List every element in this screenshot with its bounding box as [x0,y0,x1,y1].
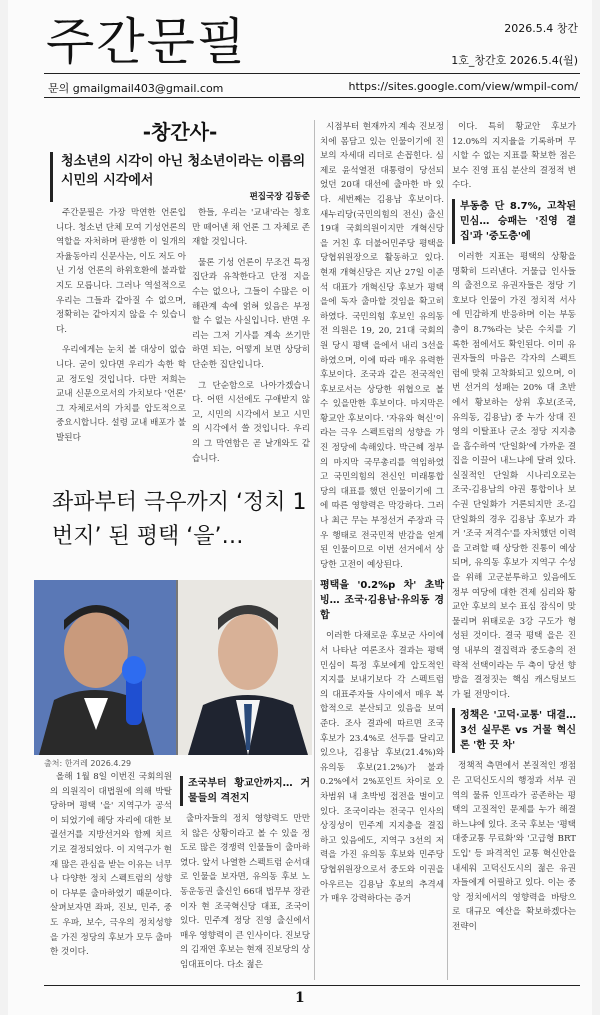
editorial-paragraph: 물론 기성 언론이 무조건 특정 집단과 유착한다고 단정 지을 수는 없으나, 그들이 수많은 이해관계 속에 얽혀 있음은 부정할 수 없는 사실입니다. 반면 우리는 그저 기사를 계속 쓰기만 하면 되는, 어떻게 보면 상당히 단순한 집단입니다. [192,257,310,370]
article-paragraph: 이러한 다채로운 후보군 사이에서 나타난 여론조사 결과는 평택 민심이 특정 후보에게 압도적인 지지를 보내기보다 각 스펙트럼의 대표주자들 사이에서 매우 복합적으로 분산되고 있음을 보여준다. 조사 결과에 따르면 조국 후보가 23.4%로 선두를 달리고 있으나, 김용남 후보(21.4%)와 유의동 후보(21.2%)가 불과 0.2%에서 2%포인트 차이로 오차범위 내 초박빙 접전을 벌이고 있다. 조국이라는 전국구 인사의 상징성이 민주계 지지층을 결집하고 있음에도, 지역구 3선의 저력을 가진 유의동 후보와 민주당 당협위원장으로서 중도와 이권을 아우르는 김용남 후보의 추격세가 매우 강력하다는 증거 [320,631,444,905]
masthead-title: 주간문필 [46,13,248,71]
article-paragraph: 시점부터 현재까지 계속 진보정치에 몸담고 있는 인물이기에 진보의 자세대 리더로 손꼽힌다. 심제로 윤석열전 대통령이 당선되었던 20대 대선에 출마한 바 있다. 세번째는 김용남 후보이다. 새누리당(국민의힘의 전신) 출신 19대 국회의원이지만 개혁신당을 거친 후 더불어민주당 평택을 당협위원장으로 활동하고 있다. 현재 개혁신당은 지난 27일 이준석 대표가 개혁신당 후보가 평택 을에 독자 출마할 것임을 확고히 하였다. 국민의힘 후보인 유의동 전 의원은 19, 20, 21대 국회의원 당시 평택 을에서 내리 3선을 하였으며, 이에 따라 매우 유력한 후보이다. 조국과 같은 전국적인 후보로서는 상당한 위협으로 볼 수 있을만한 후보이다. 마지막은 황교안 후보이다. '자유와 혁신'이라는 극우 스펙트럼의 성향을 가진 정당에 속해있다. 박근혜 정부의 마지막 국무총리를 역임하였고 국민의힘의 전신인 미래통합당의 대표를 했던 인물이기에 그에 따른 영향력은 막강하다. 그러나 최근 무는 부정선거 주장과 극우 행태로 전국민적 반감을 얻게 된 인물이므로 이번 선거에서 상당한 고전이 예상된다. [320,122,444,570]
article-paragraph: 이러한 지표는 평택의 상황을 명확히 드러낸다. 거물급 인사들의 출전으로 유권자들은 정당 기호보다 인물이 가진 정치적 서사에 민감하게 반응하며 이는 부동층이 8.7%라는 낮은 수치를 기록한 점에서도 확인된다. 이미 유권자들의 마음은 각자의 스펙트럼에 맞춰 고착화되고 있으며, 이번 선거의 성패는 20% 대 초반에서 황보하는 상위 후보(조국, 유의동, 김용남) 중 누가 상대 진영의 이탈표나 군소 정당 지지층을 흡수하여 '단일화'에 가까운 결집을 이끌어 내느냐에 달려 있다. 실질적인 단일화 시나리오로는 조국-김용남의 야권 통합이나 보수권 단일화가 거론되지만 조-김 단일화의 경우 김용남 후보가 과거 '조국 저격수'를 자처했던 이력을 고려할 때 상당한 진통이 예상되며, 유의동 후보가 지역구 수성을 위해 고군분투하고 있음에도 정부 여당에 대한 견제 심리와 황교안 후보의 보수 표심 잠식이 맞물리며 위태로운 3강 구도가 형성된 것이다. 결국 평택 을은 진영 내부의 결집력과 중도층의 전략적 선택이라는 두 축이 당선 향방을 결정짓는 핵심 캐스팅보드가 될 전망이다. [452,251,576,700]
contact-email: 문의 gmailgmail403@gmail.com [48,82,224,95]
editorial-byline: 편집국장 김동준 [249,192,310,202]
issue-line: 1호_창간호 2026.5.4(월) [451,54,578,67]
editorial-section-title: -창간사- [142,120,218,144]
article-column-1 [50,770,172,966]
article-column-2 [180,776,310,979]
article-paragraph: 정책적 측면에서 본질적인 쟁점은 고덕신도시의 행정과 서부 권역의 물류 인프라가 공존하는 평택의 고질적인 문제를 누가 해결하느냐에 있다. 조국 후보는 '평택 대중교통 무료화'와 '고급형 BRT 도입' 등 파격적인 교통 혁신안을 내세워 고덕신도시의 젊은 유권자들에게 어필하고 있다. 이는 중앙 정치에서의 영향력을 바탕으로 대규모 예산을 확보하겠다는 전략이 [452,761,576,932]
editorial-paragraph: 우리에게는 눈치 볼 대상이 없습니다. 굳이 있다면 우리가 속한 학교 정도일 것입니다. 다만 저희는 교내 신문으로서의 가치보다 '언론' 그 자체로서의 가치를 압도적으로 중요시합니다. 설령 교내 배포가 불발된다 [56,345,186,443]
photo-caption: 출처: 한겨레 2026.4.29 [44,759,132,768]
article-photo [34,580,312,755]
photo-left-illustration [34,580,176,755]
masthead-rule-bottom [44,97,580,98]
editorial-column-2 [192,206,310,472]
column-divider [447,120,448,980]
column-divider [314,120,315,980]
editorial-headline: 청소년의 시각이 아닌 청소년이라는 이름의 시민의 시각에서 [61,154,306,188]
editorial-column-1 [56,206,186,452]
middle-column [320,120,444,913]
article-paragraph: 출마자들의 정치 영향력도 만만치 않은 상황이라고 볼 수 있을 정도로 많은 경쟁력 인물들이 출마하였다. 앞서 나열한 스펙트럼 순서대로 인물을 보자면, 유의동 후보 노동운동권 출신인 66대 법무부 장관이자 현 조국혁신당 대표, 조국이 있다. 민주계 정당 진영 출신에서 매우 영향력이 큰 인사이다. 진보당의 김재연 후보는 현재 진보당의 상임대표이다. 다소 젊은 [180,814,310,970]
page-number: 1 [295,990,305,1006]
right-column [452,120,576,941]
article-headline: 좌파부터 극우까지 ‘정치 1번지’ 된 평택 ‘을’… [52,490,307,549]
editorial-paragraph: 그 단순함으로 나아가겠습니다. 어떤 시선에도 구애받지 않고, 시민의 시각에서 보고 시민의 시각에서 쓸 것입니다. 우리의 그 막연함은 곧 날개와도 같습니다. [192,380,310,464]
article-paragraph: 이다. 특히 황교안 후보가 12.0%의 지지율을 기록하며 무시할 수 없는 지표를 확보한 점은 보수 진영 표심 분산의 결정적 변수다. [452,122,576,191]
editorial-paragraph: 한들, 우리는 '교내'라는 칭호만 떼어낸 채 언론 그 자체로 존재할 것입니다. [192,208,310,248]
site-url[interactable]: https://sites.google.com/view/wmpil-com/ [348,80,578,93]
article-subhead: 조국부터 황교안까지… 거물들의 격전지 [180,776,310,806]
footer-rule [44,985,580,986]
article-paragraph: 올해 1월 8일 이번진 국회의원의 의원직이 대법원에 의해 박탈당하며 평택 '을' 지역구가 공석이 되었기에 해당 자리에 대한 보궐선거를 지방선거와 함께 치르기로 결정되었다. 이 지역구가 현재 많은 관심을 받는 이유는 너무나 다양한 정치 스펙트럼의 성향이 다부룬 출마하였기 때문이다. 살펴보자면 좌파, 진보, 민주, 중도 우파, 보수, 극우의 정치성향을 가진 정당의 후보가 모두 출마한 것이다. [50,772,172,958]
editorial-paragraph: 주간문필은 가장 막연한 언론입니다. 청소년 단체 모여 기성언론의 역할을 자처하며 판생한 이 일개의 자율동아리 신문사는, 이도 저도 아닌 기성 언론의 하위호환에 불과할지도 모릅니다. 그러나 역설적으로 우리는 그들과 같아질 수 없으며, 정확히는 같아지지 않을 수 있습니다. [56,208,186,335]
article-subhead: 부동층 단 8.7%, 고착된 민심… 승패는 '진영 결집'과 '중도층'에 [452,199,576,244]
editorial-section-title-wrap [50,110,310,145]
issue-date: 2026.5.4 창간 [504,22,578,35]
article-subhead: 정책은 '고덕·교통' 대결… 3선 실무론 vs 거물 혁신론 '한 끗 차' [452,708,576,753]
editorial-headline-block [50,152,310,202]
article-subhead: 평택을 '0.2%p 차' 초박빙… 조국·김용남·유의동 경합 [320,580,444,622]
photo-person-left [34,580,176,755]
masthead-rule-top [44,73,580,74]
photo-person-right [178,580,312,755]
photo-right-illustration [178,580,312,755]
